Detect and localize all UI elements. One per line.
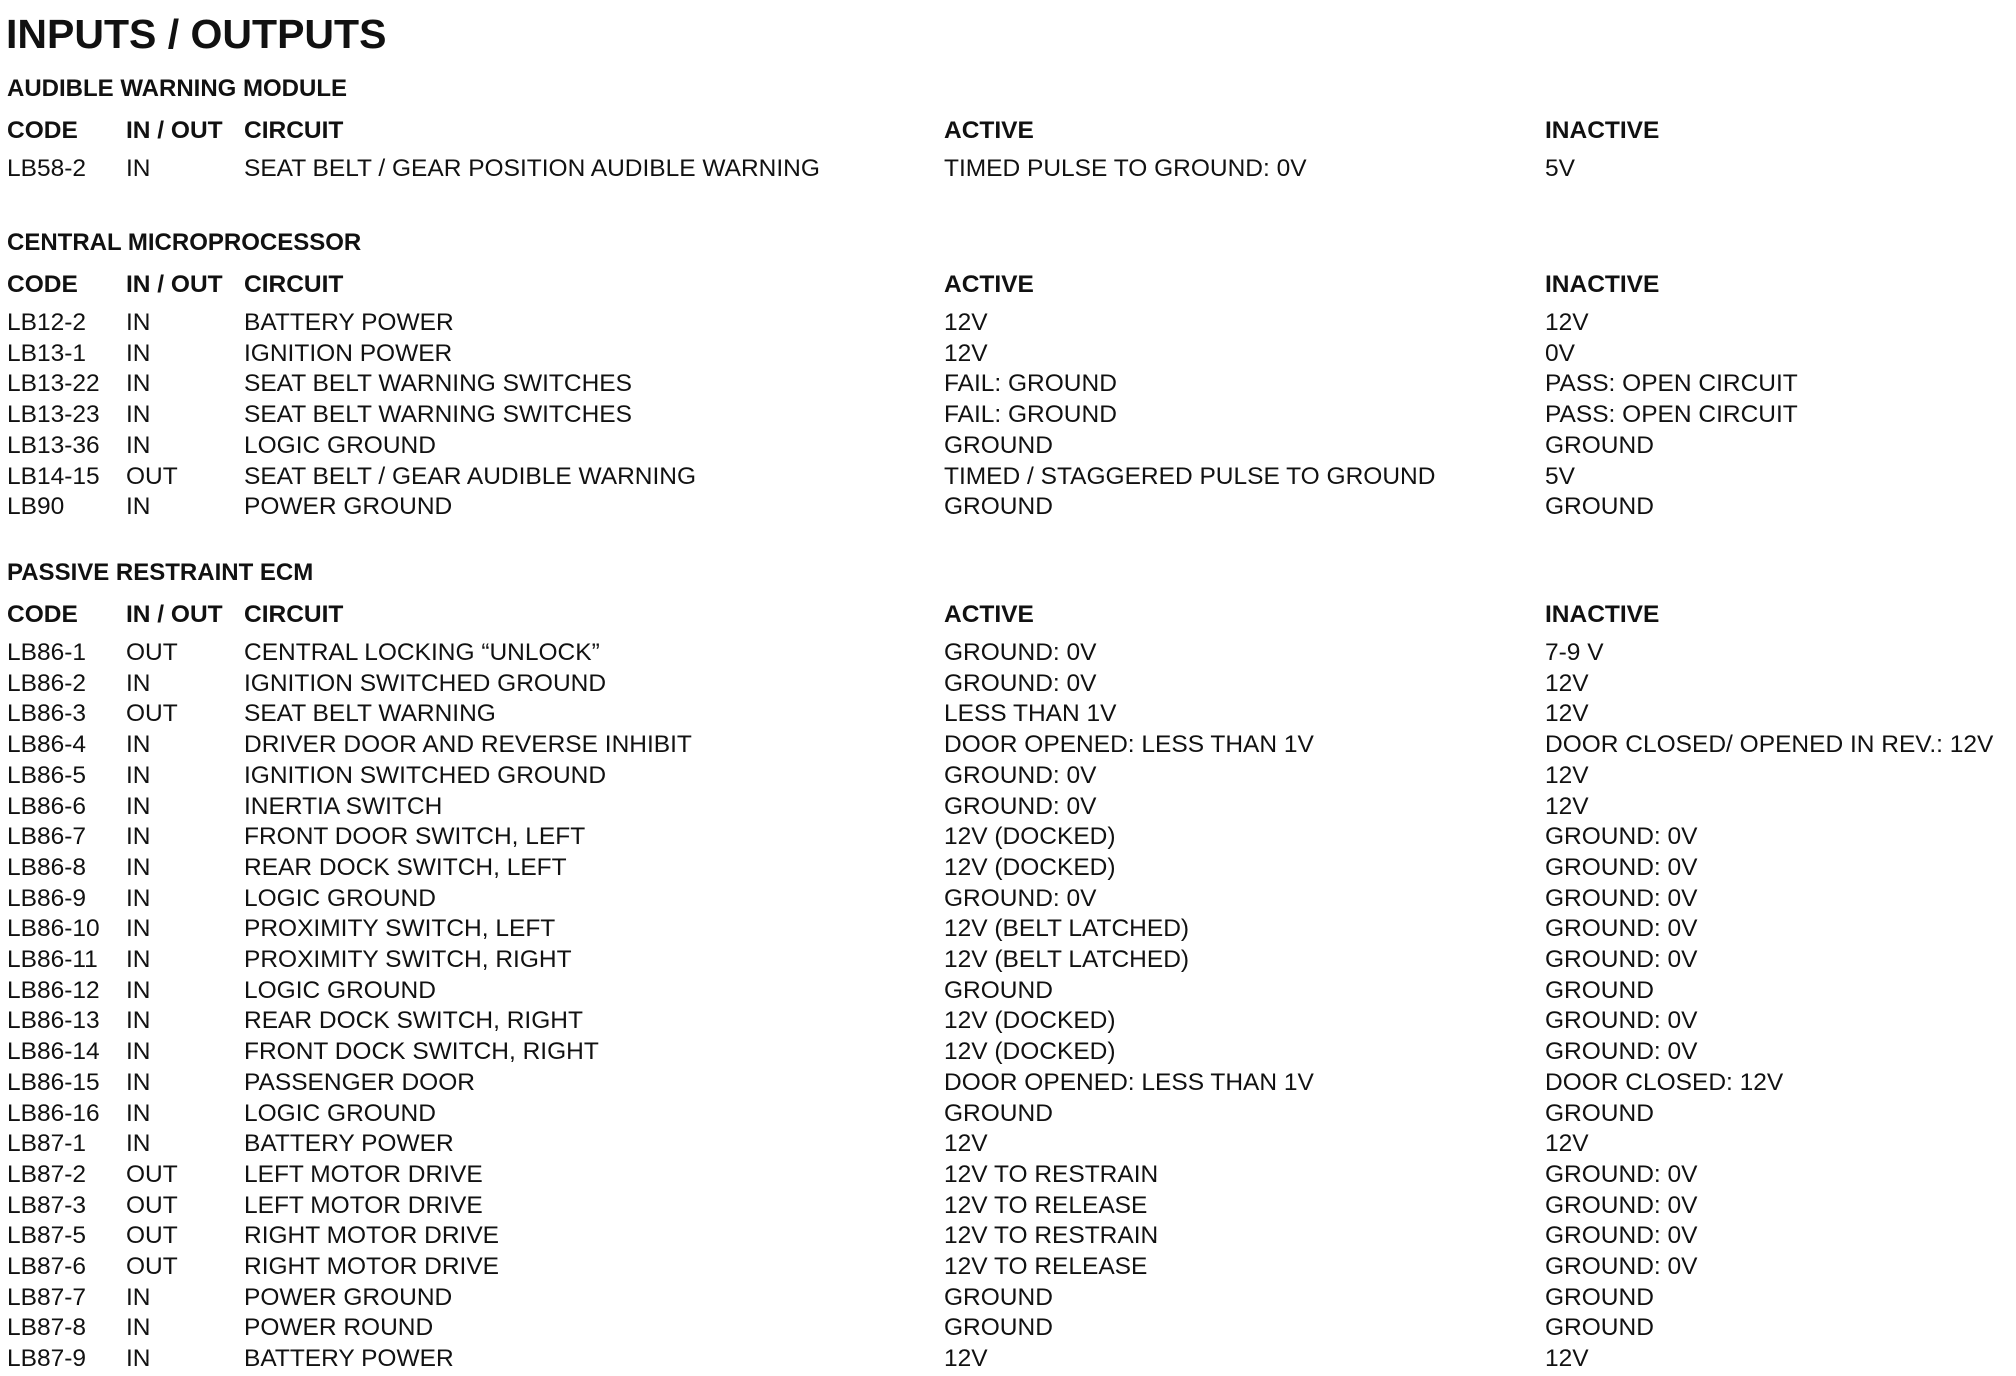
cell-active: GROUND: 0V: [944, 761, 1097, 789]
cell-active: LESS THAN 1V: [944, 700, 1117, 728]
column-header-code: CODE: [7, 601, 78, 628]
cell-inactive: 0V: [1545, 339, 1575, 367]
cell-circuit: PROXIMITY SWITCH, LEFT: [244, 915, 556, 943]
cell-inactive: PASS: OPEN CIRCUIT: [1545, 401, 1798, 429]
column-header-code: CODE: [7, 271, 78, 298]
cell-io: IN: [126, 823, 151, 851]
cell-code: LB58-2: [7, 155, 87, 182]
cell-active: 12V TO RESTRAIN: [944, 1160, 1159, 1188]
cell-inactive: 5V: [1545, 155, 1575, 182]
cell-inactive: GROUND: [1545, 1099, 1654, 1127]
cell-active: 12V: [944, 1345, 988, 1373]
page-title: INPUTS / OUTPUTS: [6, 11, 387, 57]
cell-io: IN: [126, 493, 151, 521]
cell-inactive: GROUND: 0V: [1545, 946, 1698, 973]
cell-io: IN: [126, 370, 151, 398]
cell-circuit: SEAT BELT WARNING SWITCHES: [244, 370, 632, 398]
cell-io: IN: [126, 915, 151, 943]
cell-inactive: 12V: [1545, 761, 1589, 789]
cell-inactive: GROUND: 0V: [1545, 884, 1698, 912]
cell-circuit: LOGIC GROUND: [244, 884, 436, 912]
cell-circuit: BATTERY POWER: [244, 1345, 454, 1373]
cell-active: 12V: [944, 339, 988, 367]
cell-active: GROUND: [944, 493, 1053, 521]
cell-inactive: 12V: [1545, 1130, 1589, 1158]
cell-circuit: INERTIA SWITCH: [244, 792, 443, 820]
cell-io: OUT: [126, 462, 178, 490]
cell-code: LB86-3: [7, 700, 87, 728]
cell-io: OUT: [126, 1253, 178, 1280]
cell-inactive: GROUND: [1545, 1283, 1654, 1311]
cell-active: GROUND: 0V: [944, 669, 1097, 697]
cell-inactive: GROUND: 0V: [1545, 1038, 1698, 1066]
cell-io: IN: [126, 853, 151, 881]
cell-io: IN: [126, 669, 151, 697]
cell-code: LB86-15: [7, 1068, 100, 1096]
cell-active: GROUND: 0V: [944, 884, 1097, 912]
cell-io: OUT: [126, 1160, 178, 1188]
column-header-active: ACTIVE: [944, 601, 1034, 628]
cell-circuit: LEFT MOTOR DRIVE: [244, 1160, 483, 1188]
cell-code: LB87-2: [7, 1160, 87, 1188]
cell-code: LB90: [7, 493, 65, 521]
cell-circuit: REAR DOCK SWITCH, LEFT: [244, 853, 567, 881]
cell-inactive: 12V: [1545, 700, 1589, 728]
cell-code: LB87-1: [7, 1130, 87, 1158]
cell-active: TIMED PULSE TO GROUND: 0V: [944, 155, 1307, 182]
cell-io: IN: [126, 1345, 151, 1373]
cell-active: TIMED / STAGGERED PULSE TO GROUND: [944, 462, 1436, 490]
cell-inactive: GROUND: 0V: [1545, 1160, 1698, 1188]
cell-active: DOOR OPENED: LESS THAN 1V: [944, 731, 1314, 759]
cell-circuit: LOGIC GROUND: [244, 976, 436, 1004]
cell-active: GROUND: 0V: [944, 792, 1097, 820]
cell-io: OUT: [126, 1191, 178, 1219]
column-header-active: ACTIVE: [944, 117, 1034, 144]
cell-circuit: CENTRAL LOCKING “UNLOCK”: [244, 639, 600, 666]
column-header-inactive: INACTIVE: [1545, 117, 1660, 144]
cell-active: 12V: [944, 309, 988, 336]
cell-io: IN: [126, 1007, 151, 1035]
cell-code: LB86-5: [7, 761, 87, 789]
cell-circuit: SEAT BELT WARNING: [244, 700, 496, 728]
cell-circuit: LOGIC GROUND: [244, 431, 436, 459]
cell-io: OUT: [126, 700, 178, 728]
cell-circuit: FRONT DOOR SWITCH, LEFT: [244, 823, 586, 851]
cell-circuit: IGNITION POWER: [244, 339, 453, 367]
cell-active: DOOR OPENED: LESS THAN 1V: [944, 1068, 1314, 1096]
cell-inactive: DOOR CLOSED: 12V: [1545, 1068, 1784, 1096]
cell-io: IN: [126, 761, 151, 789]
column-header-code: CODE: [7, 117, 78, 144]
column-header-inactive: INACTIVE: [1545, 271, 1660, 298]
cell-inactive: 7-9 V: [1545, 639, 1604, 666]
cell-active: GROUND: 0V: [944, 639, 1097, 666]
cell-code: LB14-15: [7, 462, 100, 490]
cell-active: 12V (DOCKED): [944, 853, 1116, 881]
cell-inactive: 12V: [1545, 309, 1589, 336]
cell-code: LB12-2: [7, 309, 87, 336]
column-header-inactive: INACTIVE: [1545, 601, 1660, 628]
cell-io: IN: [126, 1068, 151, 1096]
cell-inactive: 5V: [1545, 462, 1575, 490]
cell-code: LB86-16: [7, 1099, 100, 1127]
cell-active: 12V (BELT LATCHED): [944, 915, 1190, 943]
column-header-circuit: CIRCUIT: [244, 271, 344, 298]
cell-inactive: GROUND: 0V: [1545, 1007, 1698, 1035]
cell-inactive: GROUND: [1545, 976, 1654, 1004]
cell-code: LB86-4: [7, 731, 87, 759]
cell-io: IN: [126, 976, 151, 1004]
cell-io: IN: [126, 1314, 151, 1342]
column-header-circuit: CIRCUIT: [244, 601, 344, 628]
cell-io: IN: [126, 401, 151, 429]
cell-active: GROUND: [944, 431, 1053, 459]
cell-io: IN: [126, 1099, 151, 1127]
cell-circuit: FRONT DOCK SWITCH, RIGHT: [244, 1038, 599, 1066]
cell-active: 12V (BELT LATCHED): [944, 946, 1190, 973]
cell-io: IN: [126, 155, 151, 182]
cell-active: GROUND: [944, 1283, 1053, 1311]
cell-code: LB87-8: [7, 1314, 87, 1342]
cell-inactive: GROUND: [1545, 431, 1654, 459]
cell-active: GROUND: [944, 1099, 1053, 1127]
cell-io: IN: [126, 1283, 151, 1311]
cell-circuit: BATTERY POWER: [244, 1130, 454, 1158]
cell-active: GROUND: [944, 1314, 1053, 1342]
cell-inactive: GROUND: 0V: [1545, 915, 1698, 943]
cell-io: IN: [126, 731, 151, 759]
cell-code: LB13-36: [7, 431, 100, 459]
cell-circuit: IGNITION SWITCHED GROUND: [244, 761, 607, 789]
cell-inactive: DOOR CLOSED/ OPENED IN REV.: 12V: [1545, 731, 1994, 759]
cell-inactive: GROUND: 0V: [1545, 1222, 1698, 1250]
cell-inactive: GROUND: 0V: [1545, 1191, 1698, 1219]
cell-io: OUT: [126, 639, 178, 666]
cell-circuit: SEAT BELT / GEAR AUDIBLE WARNING: [244, 462, 697, 490]
cell-inactive: GROUND: 0V: [1545, 1253, 1698, 1280]
cell-inactive: GROUND: 0V: [1545, 823, 1698, 851]
cell-code: LB13-22: [7, 370, 100, 398]
cell-io: IN: [126, 1130, 151, 1158]
cell-inactive: 12V: [1545, 1345, 1589, 1373]
cell-circuit: SEAT BELT WARNING SWITCHES: [244, 401, 632, 429]
cell-code: LB86-9: [7, 884, 87, 912]
cell-code: LB86-2: [7, 669, 87, 697]
cell-inactive: GROUND: 0V: [1545, 853, 1698, 881]
cell-circuit: RIGHT MOTOR DRIVE: [244, 1253, 500, 1280]
cell-circuit: PASSENGER DOOR: [244, 1068, 475, 1096]
cell-active: 12V TO RELEASE: [944, 1253, 1148, 1280]
cell-circuit: POWER GROUND: [244, 493, 453, 521]
cell-code: LB86-14: [7, 1038, 100, 1066]
cell-active: GROUND: [944, 976, 1053, 1004]
cell-active: 12V (DOCKED): [944, 1038, 1116, 1066]
cell-code: LB13-23: [7, 401, 100, 429]
cell-io: IN: [126, 339, 151, 367]
cell-active: 12V TO RELEASE: [944, 1191, 1148, 1219]
column-header-active: ACTIVE: [944, 271, 1034, 298]
cell-code: LB87-9: [7, 1345, 87, 1373]
column-header-io: IN / OUT: [126, 117, 223, 144]
cell-code: LB87-5: [7, 1222, 87, 1250]
cell-io: IN: [126, 946, 151, 973]
cell-code: LB86-6: [7, 792, 87, 820]
cell-inactive: GROUND: [1545, 493, 1654, 521]
section-title: PASSIVE RESTRAINT ECM: [7, 559, 314, 586]
cell-inactive: GROUND: [1545, 1314, 1654, 1342]
cell-active: 12V (DOCKED): [944, 1007, 1116, 1035]
column-header-io: IN / OUT: [126, 601, 223, 628]
cell-io: IN: [126, 884, 151, 912]
cell-circuit: BATTERY POWER: [244, 309, 454, 336]
cell-circuit: REAR DOCK SWITCH, RIGHT: [244, 1007, 583, 1035]
cell-code: LB13-1: [7, 339, 87, 367]
cell-circuit: IGNITION SWITCHED GROUND: [244, 669, 607, 697]
cell-active: FAIL: GROUND: [944, 370, 1117, 398]
cell-inactive: 12V: [1545, 792, 1589, 820]
cell-active: 12V (DOCKED): [944, 823, 1116, 851]
cell-circuit: POWER ROUND: [244, 1314, 434, 1342]
cell-code: LB86-7: [7, 823, 87, 851]
cell-circuit: LEFT MOTOR DRIVE: [244, 1191, 483, 1219]
cell-circuit: LOGIC GROUND: [244, 1099, 436, 1127]
cell-inactive: PASS: OPEN CIRCUIT: [1545, 370, 1798, 398]
cell-io: OUT: [126, 1222, 178, 1250]
cell-io: IN: [126, 309, 151, 336]
cell-code: LB86-1: [7, 639, 87, 666]
cell-code: LB87-7: [7, 1283, 87, 1311]
column-header-io: IN / OUT: [126, 271, 223, 298]
section-title: AUDIBLE WARNING MODULE: [7, 75, 347, 102]
cell-code: LB87-3: [7, 1191, 87, 1219]
cell-code: LB87-6: [7, 1253, 87, 1280]
cell-io: IN: [126, 431, 151, 459]
cell-code: LB86-13: [7, 1007, 100, 1035]
cell-code: LB86-12: [7, 976, 100, 1004]
cell-circuit: RIGHT MOTOR DRIVE: [244, 1222, 500, 1250]
cell-code: LB86-11: [7, 946, 98, 973]
cell-code: LB86-10: [7, 915, 100, 943]
cell-circuit: SEAT BELT / GEAR POSITION AUDIBLE WARNING: [244, 155, 820, 182]
cell-circuit: DRIVER DOOR AND REVERSE INHIBIT: [244, 731, 692, 759]
cell-code: LB86-8: [7, 853, 87, 881]
cell-active: FAIL: GROUND: [944, 401, 1117, 429]
cell-circuit: POWER GROUND: [244, 1283, 453, 1311]
cell-circuit: PROXIMITY SWITCH, RIGHT: [244, 946, 572, 973]
cell-io: IN: [126, 1038, 151, 1066]
cell-inactive: 12V: [1545, 669, 1589, 697]
column-header-circuit: CIRCUIT: [244, 117, 344, 144]
cell-io: IN: [126, 792, 151, 820]
cell-active: 12V: [944, 1130, 988, 1158]
cell-active: 12V TO RESTRAIN: [944, 1222, 1159, 1250]
section-title: CENTRAL MICROPROCESSOR: [7, 229, 362, 256]
